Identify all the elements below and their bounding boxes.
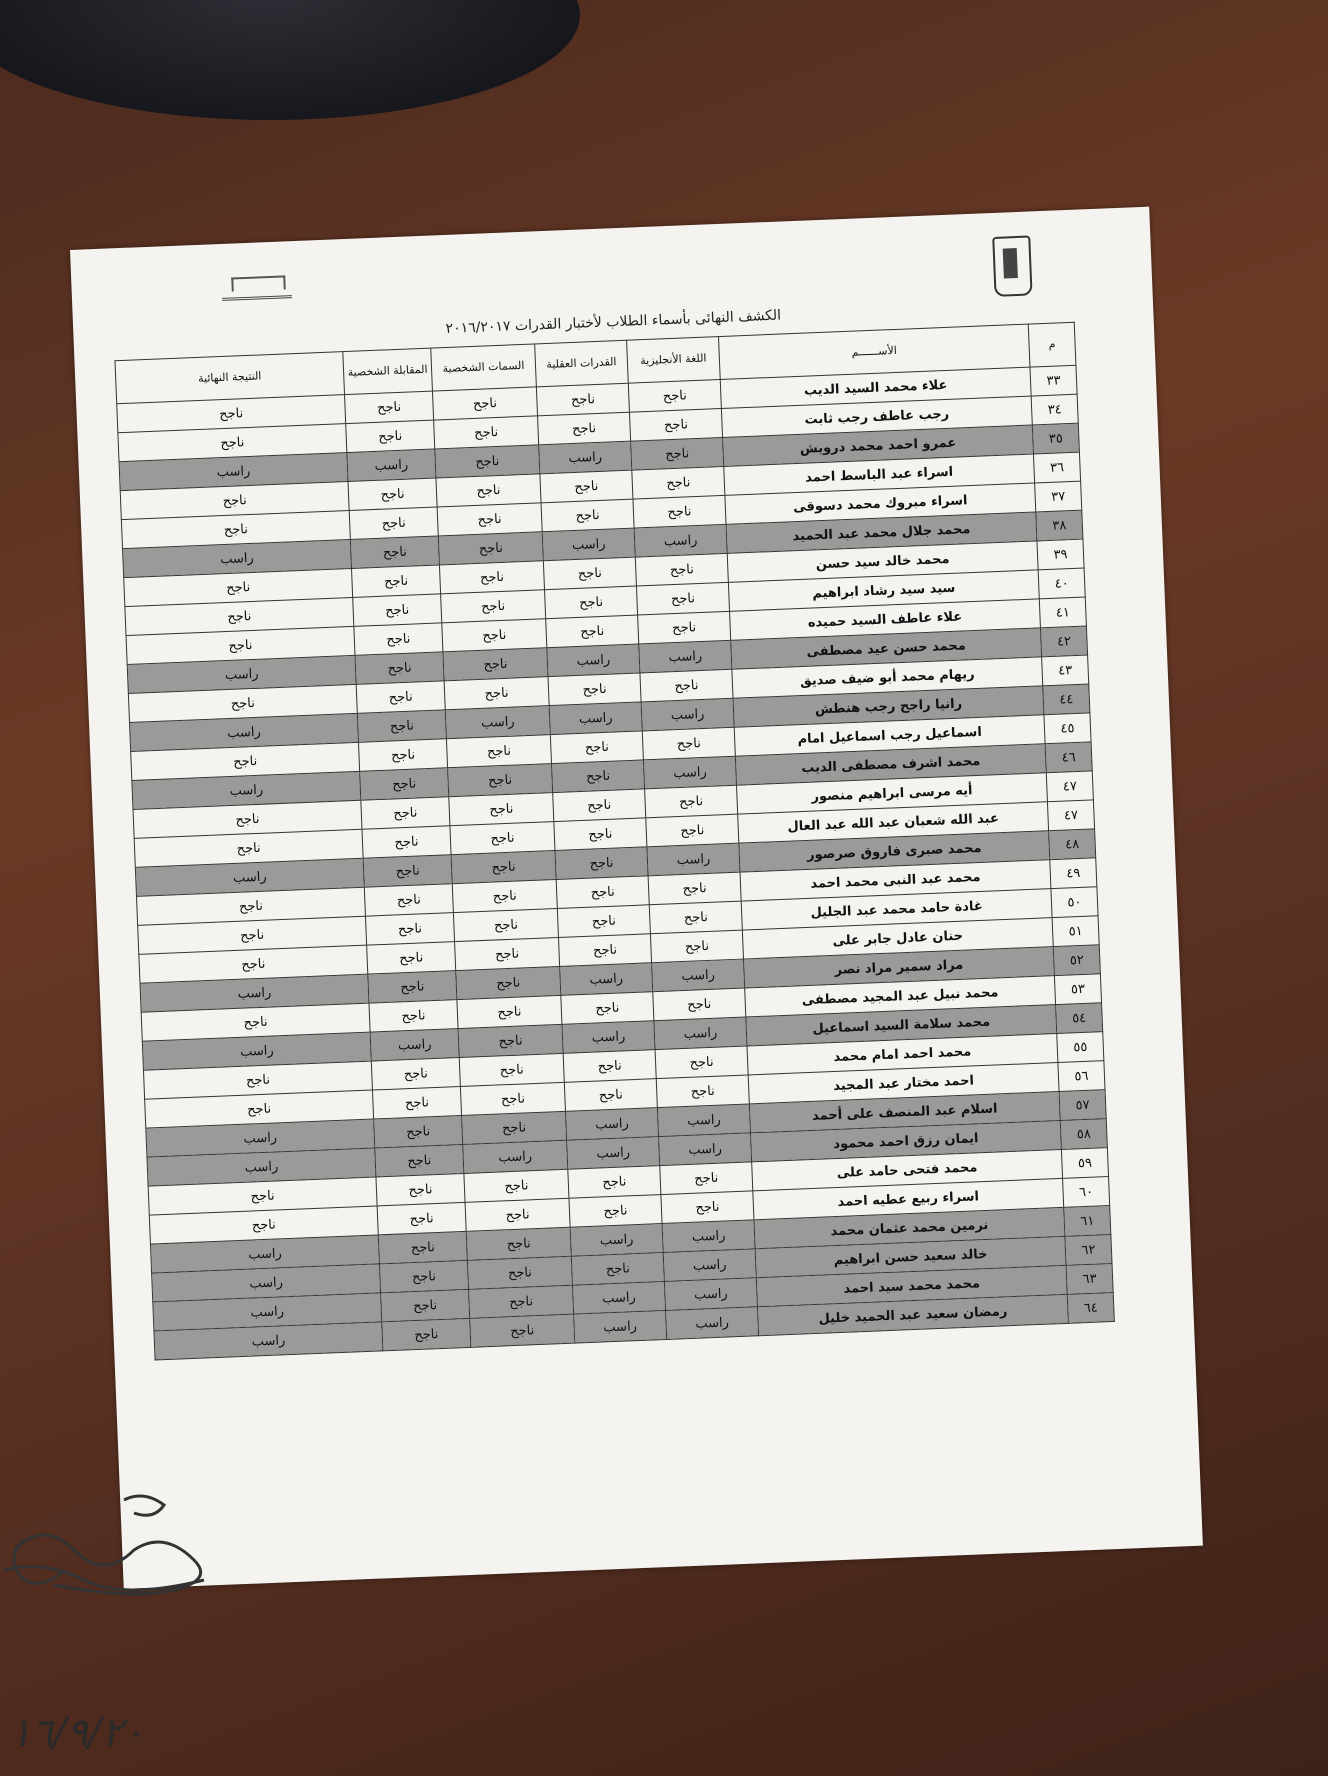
personal-traits-result: ناجح xyxy=(435,445,540,478)
interview-result: ناجح xyxy=(355,652,444,685)
row-number: ٤٦ xyxy=(1045,742,1092,773)
english-result: راسب xyxy=(641,698,734,731)
student-name: محمد سلامة السيد اسماعيل xyxy=(746,1005,1057,1046)
mental-result: ناجح xyxy=(557,905,650,938)
personal-traits-result: ناجح xyxy=(456,966,561,999)
english-result: ناجح xyxy=(631,437,724,470)
interview-result: ناجح xyxy=(379,1260,468,1293)
english-result: ناجح xyxy=(648,872,741,905)
personal-traits-result: ناجح xyxy=(432,387,537,420)
row-number: ٤٧ xyxy=(1047,800,1094,831)
english-result: راسب xyxy=(647,843,740,876)
personal-traits-result: ناجح xyxy=(448,764,553,797)
mental-result: راسب xyxy=(567,1137,660,1170)
row-number: ٥٣ xyxy=(1054,974,1101,1005)
english-result: راسب xyxy=(664,1278,757,1311)
interview-result: ناجح xyxy=(361,797,450,830)
mental-result: ناجح xyxy=(536,383,629,416)
final-result: راسب xyxy=(154,1322,383,1360)
personal-traits-result: ناجح xyxy=(442,619,547,652)
personal-traits-result: ناجح xyxy=(457,995,562,1028)
mental-result: ناجح xyxy=(555,847,648,880)
row-number: ٦٢ xyxy=(1065,1235,1112,1266)
mental-result: ناجح xyxy=(556,876,649,909)
personal-traits-result: ناجح xyxy=(453,908,558,941)
mental-result: ناجح xyxy=(538,412,631,445)
personal-traits-result: ناجح xyxy=(451,851,556,884)
interview-result: ناجح xyxy=(356,681,445,714)
student-name: اسراء عبد الباسط احمد xyxy=(724,454,1035,495)
mental-result: راسب xyxy=(562,1021,655,1054)
row-number: ٤٨ xyxy=(1049,829,1096,860)
final-result: راسب xyxy=(140,974,369,1012)
final-result: ناجح xyxy=(149,1206,378,1244)
english-result: راسب xyxy=(662,1220,755,1253)
row-number: ٤٢ xyxy=(1040,626,1087,657)
english-result: ناجح xyxy=(632,466,725,499)
personal-traits-result: ناجح xyxy=(465,1198,570,1231)
student-name: علاء عاطف السيد حميده xyxy=(730,599,1041,640)
mental-result: ناجح xyxy=(554,818,647,851)
english-result: ناجح xyxy=(633,495,726,528)
student-name: اسراء ربيع عطيه احمد xyxy=(753,1178,1064,1219)
row-number: ٦٤ xyxy=(1067,1292,1114,1323)
final-result: ناجح xyxy=(148,1177,377,1215)
personal-traits-result: ناجح xyxy=(452,879,557,912)
row-number: ٥٢ xyxy=(1053,945,1100,976)
english-result: ناجح xyxy=(640,669,733,702)
english-result: ناجح xyxy=(650,930,743,963)
final-result: ناجح xyxy=(141,1003,370,1041)
english-result: راسب xyxy=(659,1133,752,1166)
interview-result: ناجح xyxy=(364,884,453,917)
student-name: محمد جلال محمد عبد الحميد xyxy=(726,512,1037,553)
interview-result: ناجح xyxy=(378,1231,467,1264)
final-result: ناجح xyxy=(126,626,355,664)
interview-result: ناجح xyxy=(349,507,438,540)
handwritten-signature xyxy=(4,1480,264,1730)
interview-result: ناجح xyxy=(376,1173,465,1206)
university-logo-icon xyxy=(992,235,1032,296)
desk-lamp-shadow xyxy=(0,0,580,120)
student-name: علاء محمد السيد الديب xyxy=(720,367,1031,408)
interview-result: ناجح xyxy=(381,1289,470,1322)
final-result: راسب xyxy=(152,1264,381,1302)
mental-result: ناجح xyxy=(564,1079,657,1112)
english-result: راسب xyxy=(657,1104,750,1137)
mental-result: ناجح xyxy=(561,992,654,1025)
mental-result: ناجح xyxy=(540,470,633,503)
mental-result: راسب xyxy=(547,644,640,677)
row-number: ٤٩ xyxy=(1050,858,1097,889)
personal-traits-result: ناجح xyxy=(462,1111,567,1144)
english-result: ناجح xyxy=(628,380,721,413)
row-number: ٥١ xyxy=(1052,916,1099,947)
personal-traits-result: ناجح xyxy=(455,937,560,970)
interview-result: ناجح xyxy=(353,594,442,627)
student-name: مراد سمير مراد نصر xyxy=(743,947,1054,988)
interview-result: ناجح xyxy=(374,1115,463,1148)
col-header-name: الأســــــم xyxy=(718,324,1029,379)
interview-result: ناجح xyxy=(345,391,434,424)
english-result: ناجح xyxy=(642,727,735,760)
personal-traits-result: ناجح xyxy=(446,735,551,768)
student-name: رمضان سعيد عبد الحميد خليل xyxy=(757,1294,1068,1335)
interview-result: ناجح xyxy=(363,855,452,888)
english-result: راسب xyxy=(663,1249,756,1282)
student-name: احمد مختار عبد المجيد xyxy=(748,1063,1059,1104)
student-name: محمد اشرف مصطفى الديب xyxy=(735,744,1046,785)
personal-traits-result: ناجح xyxy=(444,677,549,710)
row-number: ٣٧ xyxy=(1035,481,1082,512)
interview-result: ناجح xyxy=(365,913,454,946)
mental-result: ناجح xyxy=(545,586,638,619)
english-result: ناجح xyxy=(635,553,728,586)
student-name: محمد خالد سيد حسن xyxy=(727,541,1038,582)
final-result: ناجح xyxy=(133,800,362,838)
english-result: ناجح xyxy=(629,408,722,441)
row-number: ٦١ xyxy=(1064,1206,1111,1237)
student-name: اسماعيل رجب اسماعيل امام xyxy=(734,715,1045,756)
personal-traits-result: ناجح xyxy=(458,1024,563,1057)
personal-traits-result: ناجح xyxy=(441,590,546,623)
english-result: راسب xyxy=(652,959,745,992)
mental-result: راسب xyxy=(549,702,642,735)
interview-result: ناجح xyxy=(367,942,456,975)
english-result: راسب xyxy=(654,1017,747,1050)
final-result: ناجح xyxy=(131,742,360,780)
final-result: ناجح xyxy=(125,597,354,635)
interview-result: راسب xyxy=(370,1029,459,1062)
col-header-final-result: النتيجة النهائية xyxy=(115,352,345,404)
mental-result: ناجح xyxy=(543,557,636,590)
personal-traits-result: ناجح xyxy=(470,1314,575,1347)
final-result: ناجح xyxy=(117,395,346,433)
interview-result: ناجح xyxy=(377,1202,466,1235)
final-result: راسب xyxy=(150,1235,379,1273)
mental-result: ناجح xyxy=(558,934,651,967)
student-name: اسلام عبد المنصف على أحمد xyxy=(749,1091,1060,1132)
mental-result: ناجح xyxy=(551,760,644,793)
student-name: رجب عاطف رجب ثابت xyxy=(721,396,1032,437)
english-result: ناجح xyxy=(638,611,731,644)
row-number: ٣٨ xyxy=(1036,510,1083,541)
personal-traits-result: ناجح xyxy=(450,822,555,855)
english-result: ناجح xyxy=(645,785,738,818)
row-number: ٦٣ xyxy=(1066,1263,1113,1294)
final-result: راسب xyxy=(142,1032,371,1070)
english-result: ناجح xyxy=(660,1162,753,1195)
interview-result: ناجح xyxy=(350,536,439,569)
final-result: راسب xyxy=(127,655,356,693)
personal-traits-result: ناجح xyxy=(438,532,543,565)
personal-traits-result: ناجح xyxy=(460,1082,565,1115)
final-result: ناجح xyxy=(120,482,349,520)
student-name: محمد فتحى حامد على xyxy=(752,1149,1063,1190)
mental-result: ناجح xyxy=(568,1166,661,1199)
final-result: ناجح xyxy=(128,684,357,722)
final-result: راسب xyxy=(119,453,348,491)
interview-result: ناجح xyxy=(346,420,435,453)
row-number: ٣٥ xyxy=(1032,423,1079,454)
final-result: راسب xyxy=(132,771,361,809)
row-number: ٣٣ xyxy=(1030,365,1077,396)
personal-traits-result: راسب xyxy=(445,706,550,739)
student-name: محمد حسن عيد مصطفى xyxy=(731,628,1042,669)
final-result: راسب xyxy=(130,713,359,751)
interview-result: ناجح xyxy=(369,1000,458,1033)
mental-result: راسب xyxy=(560,963,653,996)
row-number: ٣٩ xyxy=(1037,539,1084,570)
final-result: ناجح xyxy=(139,945,368,983)
final-result: راسب xyxy=(135,858,364,896)
personal-traits-result: ناجح xyxy=(436,474,541,507)
student-name: محمد عبد النبى محمد احمد xyxy=(740,860,1051,901)
mental-result: ناجح xyxy=(548,673,641,706)
english-result: ناجح xyxy=(655,1046,748,1079)
student-name: عبد الله شعبان عبد الله عبد العال xyxy=(738,802,1049,843)
interview-result: ناجح xyxy=(354,623,443,656)
mental-result: راسب xyxy=(565,1108,658,1141)
personal-traits-result: ناجح xyxy=(434,416,539,449)
row-number: ٥٠ xyxy=(1051,887,1098,918)
row-number: ٣٤ xyxy=(1031,394,1078,425)
mental-result: ناجح xyxy=(550,731,643,764)
interview-result: ناجح xyxy=(360,768,449,801)
interview-result: ناجح xyxy=(362,826,451,859)
personal-traits-result: ناجح xyxy=(469,1285,574,1318)
faculty-logo-icon xyxy=(221,275,292,301)
student-name: أيه مرسى ابراهيم منصور xyxy=(737,773,1048,814)
personal-traits-result: راسب xyxy=(463,1140,568,1173)
row-number: ٤١ xyxy=(1039,597,1086,628)
english-result: راسب xyxy=(639,640,732,673)
mental-result: راسب xyxy=(572,1281,665,1314)
mental-result: ناجح xyxy=(563,1050,656,1083)
english-result: ناجح xyxy=(656,1075,749,1108)
final-result: ناجح xyxy=(118,424,347,462)
final-result: ناجح xyxy=(145,1090,374,1128)
interview-result: ناجح xyxy=(348,478,437,511)
personal-traits-result: ناجح xyxy=(443,648,548,681)
row-number: ٥٥ xyxy=(1057,1032,1104,1063)
interview-result: راسب xyxy=(347,449,436,482)
personal-traits-result: ناجح xyxy=(466,1227,571,1260)
english-result: راسب xyxy=(643,756,736,789)
personal-traits-result: ناجح xyxy=(437,503,542,536)
english-result: ناجح xyxy=(636,582,729,615)
final-result: ناجح xyxy=(138,916,367,954)
final-result: ناجح xyxy=(134,829,363,867)
row-number: ٤٣ xyxy=(1042,655,1089,686)
english-result: ناجح xyxy=(661,1191,754,1224)
mental-result: ناجح xyxy=(569,1195,662,1228)
english-result: راسب xyxy=(666,1307,759,1340)
col-header-english: اللغة الأنجليزية xyxy=(627,337,721,384)
mental-result: ناجح xyxy=(546,615,639,648)
personal-traits-result: ناجح xyxy=(467,1256,572,1289)
row-number: ٥٨ xyxy=(1060,1119,1107,1150)
english-result: راسب xyxy=(634,524,727,557)
english-result: ناجح xyxy=(653,988,746,1021)
row-number: ٥٧ xyxy=(1059,1090,1106,1121)
final-result: ناجح xyxy=(121,511,350,549)
final-result: راسب xyxy=(146,1119,375,1157)
student-name: رانيا راجح رجب هنطش xyxy=(733,686,1044,727)
personal-traits-result: ناجح xyxy=(439,561,544,594)
mental-result: راسب xyxy=(574,1310,667,1343)
personal-traits-result: ناجح xyxy=(464,1169,569,1202)
col-header-interview: المقابلة الشخصية xyxy=(343,348,433,394)
final-result: ناجح xyxy=(124,568,353,606)
student-name: خالد سعيد حسن ابراهيم xyxy=(755,1236,1066,1277)
student-name: غادة حامد محمد عبد الجليل xyxy=(741,889,1052,930)
mental-result: ناجح xyxy=(553,789,646,822)
mental-result: راسب xyxy=(542,528,635,561)
interview-result: ناجح xyxy=(382,1318,471,1351)
mental-result: ناجح xyxy=(571,1253,664,1286)
student-name: محمد صبرى فاروق صرصور xyxy=(739,831,1050,872)
col-header-number: م xyxy=(1028,322,1076,367)
interview-result: ناجح xyxy=(352,565,441,598)
document-sheet xyxy=(70,207,1203,1589)
row-number: ٤٥ xyxy=(1044,713,1091,744)
interview-result: ناجح xyxy=(375,1144,464,1177)
student-name: محمد نبيل عبد المجيد مصطفى xyxy=(745,976,1056,1017)
document-title: الكشف النهائى بأسماء الطلاب لأختبار القدرات ٢٠١٦/٢٠١٧ xyxy=(445,307,782,337)
final-result: ناجح xyxy=(136,887,365,925)
results-table xyxy=(114,322,1114,1361)
interview-result: ناجح xyxy=(368,971,457,1004)
row-number: ٦٠ xyxy=(1063,1177,1110,1208)
interview-result: ناجح xyxy=(357,710,446,743)
student-name: محمد احمد امام محمد xyxy=(747,1034,1058,1075)
final-result: راسب xyxy=(123,539,352,577)
personal-traits-result: ناجح xyxy=(449,793,554,826)
student-name: عمرو احمد محمد درويش xyxy=(723,425,1034,466)
english-result: ناجح xyxy=(646,814,739,847)
final-result: راسب xyxy=(153,1293,382,1331)
mental-result: ناجح xyxy=(541,499,634,532)
personal-traits-result: ناجح xyxy=(459,1053,564,1086)
student-name: ايمان رزق احمد محمود xyxy=(750,1120,1061,1161)
signature-date: ١٦/٩/٢٠ xyxy=(10,1710,145,1756)
col-header-mental: القدرات العقلية xyxy=(535,340,629,387)
row-number: ٥٤ xyxy=(1056,1003,1103,1034)
row-number: ٥٦ xyxy=(1058,1061,1105,1092)
student-name: محمد محمد سيد احمد xyxy=(756,1265,1067,1306)
student-name: نرمين محمد عثمان محمد xyxy=(754,1207,1065,1248)
interview-result: ناجح xyxy=(371,1058,460,1091)
student-name: ريهام محمد أبو ضيف صديق xyxy=(732,657,1043,698)
col-header-personal-traits: السمات الشخصية xyxy=(431,344,537,391)
interview-result: ناجح xyxy=(372,1087,461,1120)
row-number: ٥٩ xyxy=(1061,1148,1108,1179)
row-number: ٤٧ xyxy=(1046,771,1093,802)
row-number: ٣٦ xyxy=(1033,452,1080,483)
student-name: حنان عادل جابر على xyxy=(742,918,1053,959)
english-result: ناجح xyxy=(649,901,742,934)
mental-result: راسب xyxy=(570,1224,663,1257)
row-number: ٤٤ xyxy=(1043,684,1090,715)
final-result: راسب xyxy=(147,1148,376,1186)
student-name: اسراء مبروك محمد دسوقى xyxy=(725,483,1036,524)
row-number: ٤٠ xyxy=(1038,568,1085,599)
student-name: سيد سيد رشاد ابراهيم xyxy=(728,570,1039,611)
mental-result: راسب xyxy=(539,441,632,474)
final-result: ناجح xyxy=(143,1061,372,1099)
interview-result: ناجح xyxy=(358,739,447,772)
